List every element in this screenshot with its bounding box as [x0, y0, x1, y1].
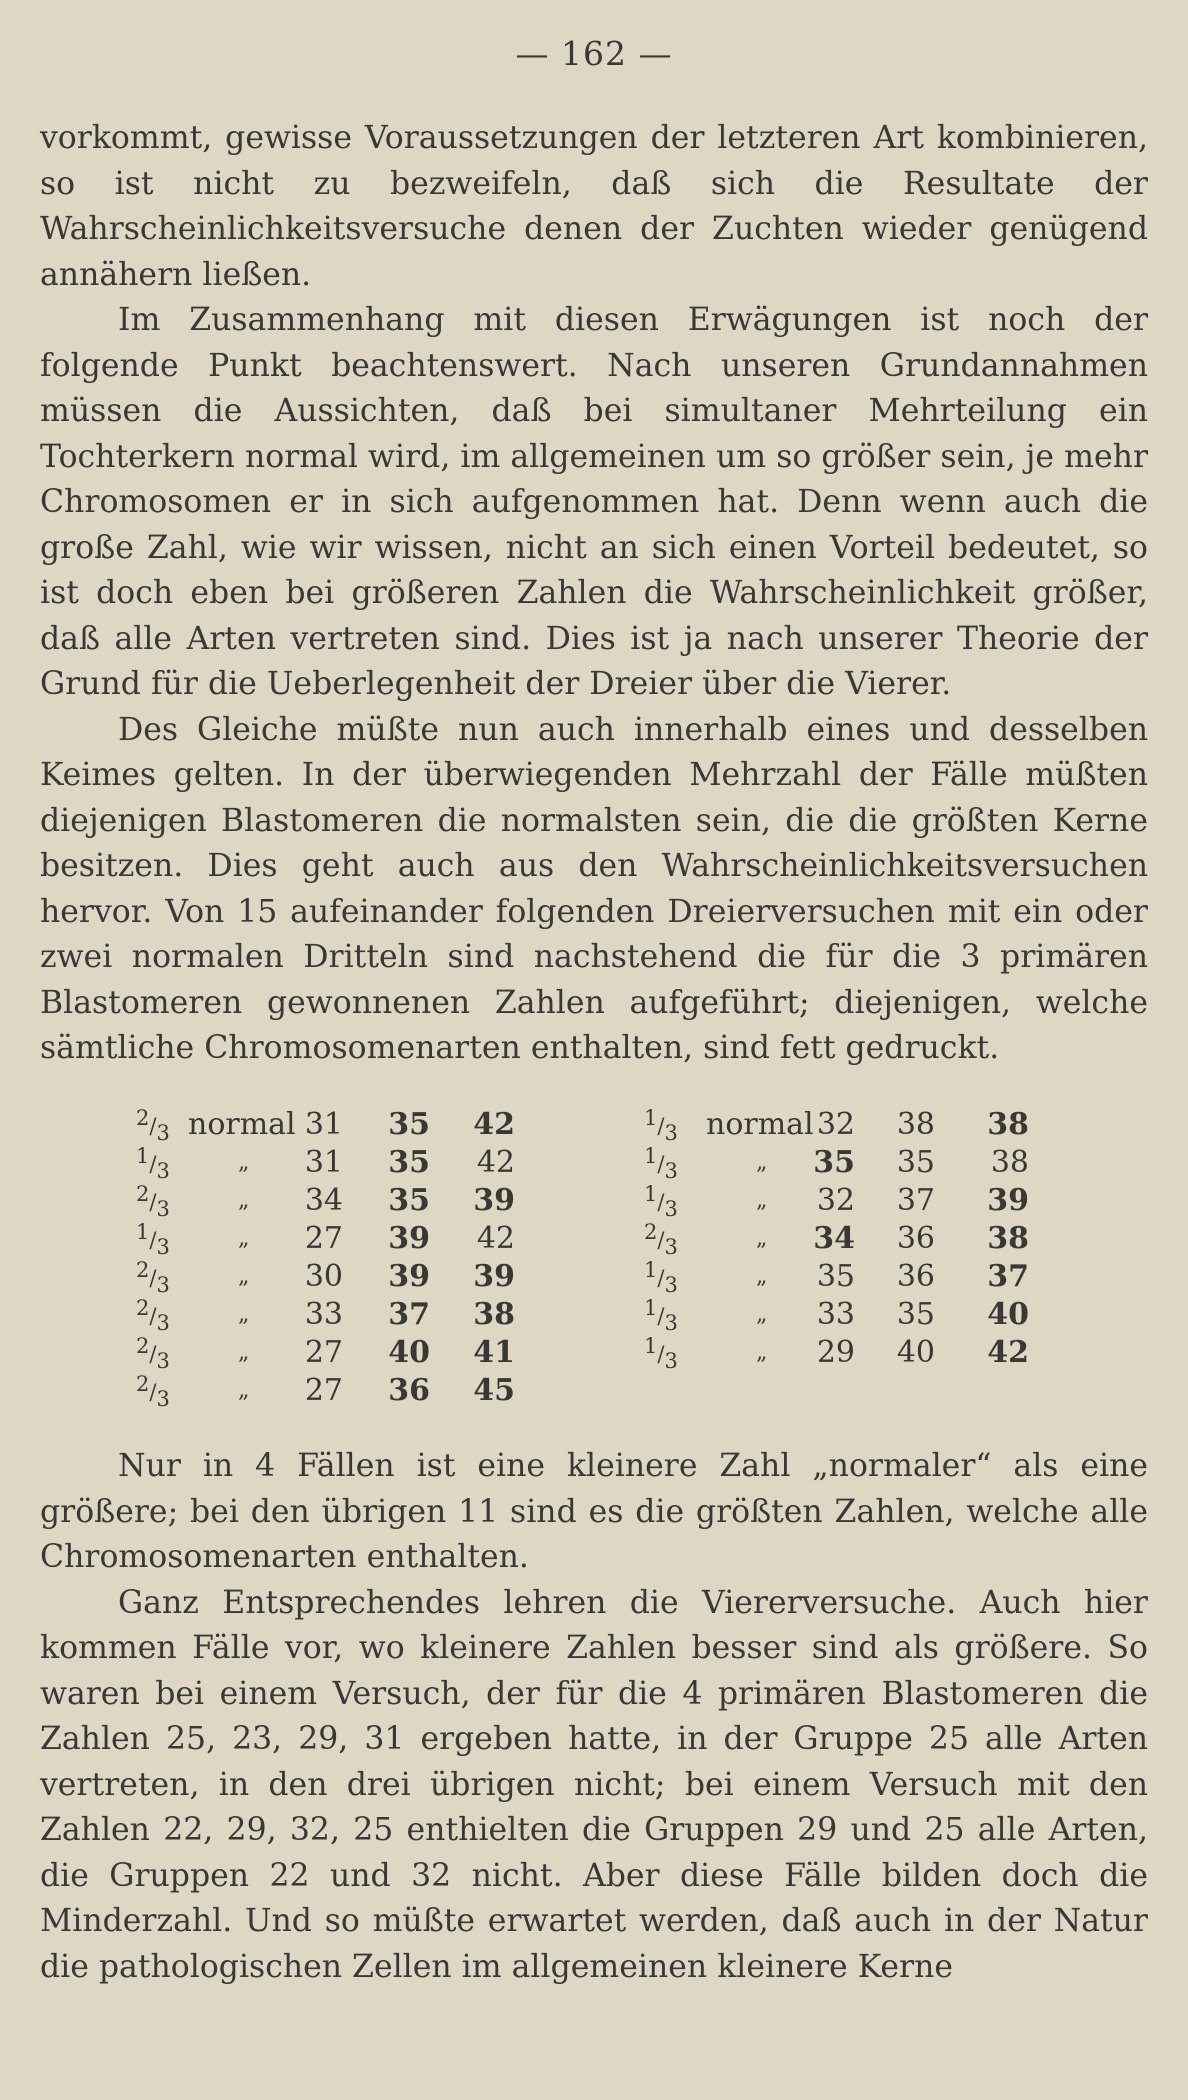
- fraction: 2/3: [644, 1220, 678, 1259]
- count-value: 38: [896, 1107, 935, 1142]
- count-value: 42: [987, 1335, 1029, 1370]
- row-label: normal: [188, 1107, 296, 1142]
- table-row: [0, 1182, 1188, 1220]
- paragraph: Nur in 4 Fällen ist eine kleinere Zahl „normaler“ als eine größere; bei den übrigen 11 sind es die größten Zahlen, welche alle Chromosomenarten enthalten.: [40, 1448, 1148, 1575]
- count-value: 40: [896, 1335, 935, 1370]
- row-label: normal: [706, 1107, 814, 1142]
- fraction: 1/3: [136, 1220, 170, 1259]
- count-value: 42: [476, 1221, 515, 1256]
- fraction: 2/3: [136, 1372, 170, 1411]
- count-value: 35: [388, 1183, 430, 1218]
- count-value: 38: [473, 1297, 515, 1332]
- count-value: 39: [473, 1259, 515, 1294]
- row-label: „: [756, 1340, 768, 1365]
- results-table: [0, 1106, 1188, 1426]
- fraction: 1/3: [644, 1258, 678, 1297]
- count-value: 35: [388, 1145, 430, 1180]
- fraction: 1/3: [644, 1182, 678, 1221]
- paragraph: Ganz Entsprechendes lehren die Viererversuche. Auch hier kommen Fälle vor, wo kleinere Zahlen besser sind als größere. So waren bei einem Versuch, der für die 4 primären Blastomeren die Zahlen 25, 23, 29, 31 ergeben hatte, in der Gruppe 25 alle Arten vertreten, in den drei übrigen nicht; bei einem Versuch mit den Zahlen 22, 29, 32, 25 enthielten die Gruppen 29 und 25 alle Arten, die Gruppen 22 und 32 nicht. Aber diese Fälle bilden doch die Minderzahl. Und so müßte erwartet werden, daß auch in der Natur die pathologischen Zellen im allgemeinen kleinere Kerne: [40, 1584, 1148, 1985]
- fraction: 2/3: [136, 1334, 170, 1373]
- count-value: 39: [388, 1221, 430, 1256]
- table-row: [0, 1144, 1188, 1182]
- count-value: 35: [896, 1297, 935, 1332]
- table-row: [0, 1258, 1188, 1296]
- count-value: 40: [388, 1335, 430, 1370]
- count-value: 38: [987, 1221, 1029, 1256]
- row-label: „: [756, 1264, 768, 1289]
- row-label: „: [238, 1150, 250, 1175]
- count-value: 42: [473, 1107, 515, 1142]
- count-value: 34: [813, 1221, 855, 1256]
- row-label: „: [756, 1302, 768, 1327]
- count-value: 35: [896, 1145, 935, 1180]
- count-value: 45: [473, 1373, 515, 1408]
- fraction: 2/3: [136, 1182, 170, 1221]
- count-value: 31: [304, 1107, 343, 1142]
- table-row: [0, 1334, 1188, 1372]
- count-value: 33: [304, 1297, 343, 1332]
- paragraph: vorkommt, gewisse Voraussetzungen der letzteren Art kombinieren, so ist nicht zu bezweifeln, daß sich die Resultate der Wahrscheinlichkeitsversuche denen der Zuchten wieder genügend annähern ließen.: [40, 120, 1148, 293]
- count-value: 41: [473, 1335, 515, 1370]
- row-label: „: [238, 1264, 250, 1289]
- count-value: 27: [304, 1335, 343, 1370]
- row-label: „: [238, 1188, 250, 1213]
- row-label: „: [238, 1340, 250, 1365]
- count-value: 35: [816, 1259, 855, 1294]
- page-number: — 162 —: [515, 34, 673, 73]
- count-value: 37: [987, 1259, 1029, 1294]
- count-value: 34: [304, 1183, 343, 1218]
- count-value: 35: [388, 1107, 430, 1142]
- fraction: 1/3: [644, 1144, 678, 1183]
- count-value: 38: [990, 1145, 1029, 1180]
- count-value: 29: [816, 1335, 855, 1370]
- row-label: „: [756, 1188, 768, 1213]
- fraction: 2/3: [136, 1296, 170, 1335]
- count-value: 42: [476, 1145, 515, 1180]
- text-block-bottom: [40, 1444, 1148, 1990]
- paragraph: Des Gleiche müßte nun auch innerhalb eines und desselben Keimes gelten. In der überwiegenden Mehrzahl der Fälle müßten diejenigen Blastomeren die normalsten sein, die die größten Kerne besitzen. Dies geht auch aus den Wahrscheinlichkeitsversuchen hervor. Von 15 aufeinander folgenden Dreierversuchen mit ein oder zwei normalen Dritteln sind nachstehend die für die 3 primären Blastomeren gewonnenen Zahlen aufgeführt; diejenigen, welche sämtliche Chromosomenarten enthalten, sind fett gedruckt.: [40, 711, 1148, 1066]
- fraction: 2/3: [136, 1106, 170, 1145]
- count-value: 31: [304, 1145, 343, 1180]
- paragraph: Im Zusammenhang mit diesen Erwägungen ist noch der folgende Punkt beachtenswert. Nach unseren Grundannahmen müssen die Aussichten, daß bei simultaner Mehrteilung ein Tochterkern normal wird, im allgemeinen um so größer sein, je mehr Chromosomen er in sich aufgenommen hat. Denn wenn auch die große Zahl, wie wir wissen, nicht an sich einen Vorteil bedeutet, so ist doch eben bei größeren Zahlen die Wahrscheinlichkeit größer, daß alle Arten vertreten sind. Dies ist ja nach unserer Theorie der Grund für die Ueberlegenheit der Dreier über die Vierer.: [40, 302, 1148, 702]
- table-row: [0, 1372, 1188, 1410]
- fraction: 1/3: [644, 1334, 678, 1373]
- count-value: 27: [304, 1373, 343, 1408]
- count-value: 32: [816, 1183, 855, 1218]
- row-label: „: [238, 1302, 250, 1327]
- count-value: 36: [388, 1373, 430, 1408]
- count-value: 36: [896, 1221, 935, 1256]
- row-label: „: [238, 1378, 250, 1403]
- count-value: 40: [987, 1297, 1029, 1332]
- row-label: „: [238, 1226, 250, 1251]
- count-value: 38: [987, 1107, 1029, 1142]
- count-value: 35: [813, 1145, 855, 1180]
- count-value: 30: [304, 1259, 343, 1294]
- text-block-top: [40, 116, 1148, 1072]
- fraction: 1/3: [136, 1144, 170, 1183]
- count-value: 32: [816, 1107, 855, 1142]
- count-value: 37: [896, 1183, 935, 1218]
- count-value: 39: [473, 1183, 515, 1218]
- fraction: 1/3: [644, 1106, 678, 1145]
- table-row: [0, 1296, 1188, 1334]
- count-value: 27: [304, 1221, 343, 1256]
- row-label: „: [756, 1226, 768, 1251]
- count-value: 39: [388, 1259, 430, 1294]
- table-row: [0, 1220, 1188, 1258]
- count-value: 36: [896, 1259, 935, 1294]
- table-row: [0, 1106, 1188, 1144]
- count-value: 33: [816, 1297, 855, 1332]
- count-value: 37: [388, 1297, 430, 1332]
- row-label: „: [756, 1150, 768, 1175]
- fraction: 2/3: [136, 1258, 170, 1297]
- fraction: 1/3: [644, 1296, 678, 1335]
- count-value: 39: [987, 1183, 1029, 1218]
